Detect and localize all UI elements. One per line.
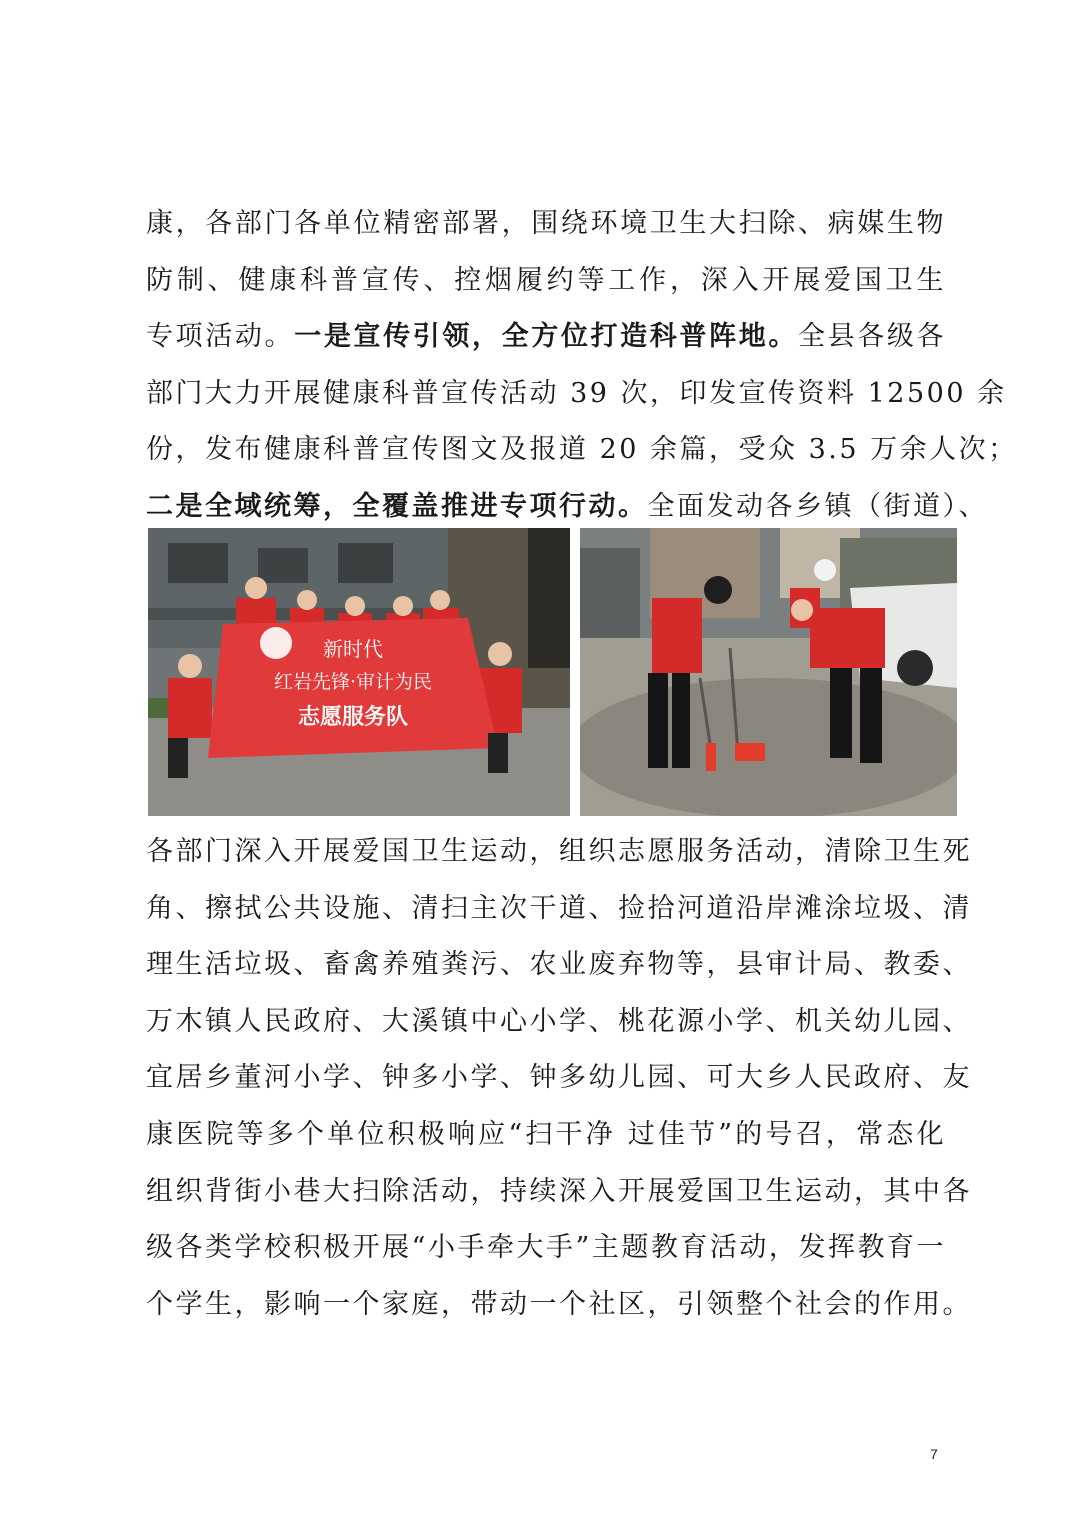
body-text: 专项活动。 [146,321,295,353]
body-text: 角、擦拭公共设施、清扫主次干道、捡拾河道沿岸滩涂垃圾、清 [146,892,972,924]
body-text: 组织背街小巷大扫除活动，持续深入开展爱国卫生运动，其中各 [146,1175,972,1207]
text-line [146,309,946,366]
page-number: 7 [930,1446,938,1462]
volunteer-team-image [148,528,570,816]
banner-line-2: 红岩先锋·审计为民 [273,671,433,693]
body-text: 防制、健康科普宣传、控烟履约等工作，深入开展爱国卫生 [146,264,946,296]
body-text: 万木镇人民政府、大溪镇中心小学、桃花源小学、机关幼儿园、 [146,1005,972,1037]
text-line [146,1107,946,1164]
body-text: 全县各级各 [797,321,947,353]
body-text: 理生活垃圾、畜禽养殖粪污、农业废弃物等，县审计局、教委、 [146,949,972,981]
text-line [146,1277,972,1334]
text-line [146,1050,972,1107]
text-line [146,881,972,938]
text-line [146,422,1018,479]
text-line [146,196,946,253]
banner-line-3: 志愿服务队 [297,705,409,730]
text-line [146,1220,946,1277]
bold-heading-text: 一是宣传引领，全方位打造科普阵地。 [294,321,798,353]
body-text: 份，发布健康科普宣传图文及报道 20 余篇，受众 3.5 万余人次； [146,434,1018,466]
body-text: 康医院等多个单位积极响应“扫干净 过佳节”的号召，常态化 [146,1118,946,1150]
banner-line-1: 新时代 [323,637,383,661]
photo-volunteer-team [148,528,570,816]
body-text: 康，各部门各单位精密部署，围绕环境卫生大扫除、病媒生物 [146,208,946,239]
text-line [146,366,1007,423]
body-text: 级各类学校积极开展“小手牵大手”主题教育活动，发挥教育一 [146,1232,946,1264]
text-line [146,824,972,881]
text-line [146,253,946,310]
body-text: 个学生，影响一个家庭，带动一个社区，引领整个社会的作用。 [146,1288,972,1320]
body-text: 宜居乡董河小学、钟多小学、钟多幼儿园、可大乡人民政府、友 [146,1062,972,1094]
body-text: 全面发动各乡镇（街道）、 [647,490,988,522]
bold-heading-text: 二是全域统筹，全覆盖推进专项行动。 [146,490,648,522]
body-text: 部门大力开展健康科普宣传活动 39 次，印发宣传资料 12500 余 [146,377,1007,409]
photo-street-cleaning [580,528,957,816]
text-line [146,1164,972,1221]
street-cleaning-image [580,528,957,816]
paragraph-2 [146,824,972,1333]
paragraph-1 [146,196,1018,536]
text-line [146,937,972,994]
text-line [146,994,972,1051]
body-text: 各部门深入开展爱国卫生运动，组织志愿服务活动，清除卫生死 [146,836,972,867]
